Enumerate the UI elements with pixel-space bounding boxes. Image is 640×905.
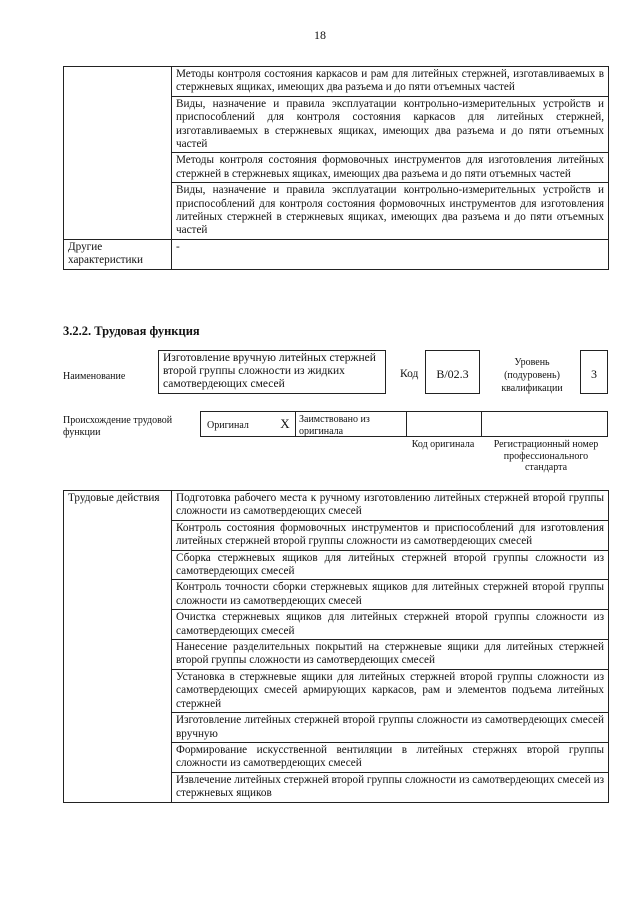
code-box: B/02.3 <box>425 350 480 394</box>
divider <box>406 411 407 437</box>
table-row <box>64 183 609 240</box>
original-mark: X <box>280 416 290 431</box>
labor-actions-label: Трудовые действия <box>64 491 172 803</box>
origin-box <box>200 411 608 437</box>
row-label <box>64 96 172 153</box>
function-name-box: Изготовление вручную литейных стержней второй группы сложности из жидких самотвердеющих смесей <box>158 350 386 394</box>
table-row <box>64 153 609 183</box>
origin-label: Происхождение трудовой функции <box>63 415 173 438</box>
row-text: Виды, назначение и правила эксплуатации контрольно-измерительных устройств и приспособлений для контроля состояния формовочных инструментов для изготовления литейных стержней в стержневых ящиках, имеющих два разъема и до пяти отъемных частей <box>172 183 609 240</box>
row-label <box>64 67 172 97</box>
registration-number-caption: Регистрационный номер профессионального стандарта <box>493 439 599 473</box>
action-item: Извлечение литейных стержней второй группы сложности из самотвердеющих смесей из стержневых ящиков <box>172 772 609 802</box>
action-item: Очистка стержневых ящиков для литейных стержней второй группы сложности из самотвердеющих смесей <box>172 610 609 640</box>
action-item: Установка в стержневые ящики для литейных стержней второй группы сложности из самотвердеющих смесей армирующих каркасов, рам и элементов подъема литейных стержней <box>172 669 609 712</box>
level-label: Уровень (подуровень) квалификации <box>501 357 563 394</box>
action-item: Подготовка рабочего места к ручному изготовлению литейных стержней второй группы сложности из самотвердеющих смесей <box>172 491 609 521</box>
labor-actions-table <box>63 490 609 803</box>
page-number: 18 <box>314 28 326 42</box>
name-label: Наименование <box>63 371 126 382</box>
action-item: Контроль состояния формовочных инструментов и приспособлений для изготовления литейных стержней второй группы сложности из самотвердеющих смесей <box>172 520 609 550</box>
row-text: Методы контроля состояния формовочных инструментов для изготовления литейных стержней в стержневых ящиках, имеющих два разъема и до пяти отъемных частей <box>172 153 609 183</box>
original-label: Оригинал <box>207 420 249 431</box>
divider <box>295 411 296 437</box>
table-row <box>64 491 609 521</box>
level-box: 3 <box>580 350 608 394</box>
row-text: Методы контроля состояния каркасов и рам для литейных стержней, изготавливаемых в стержневых ящиках, имеющих два разъема и до пяти отъемных частей <box>172 67 609 97</box>
table-row <box>64 239 609 269</box>
action-item: Сборка стержневых ящиков для литейных стержней второй группы сложности из самотвердеющих смесей <box>172 550 609 580</box>
row-label <box>64 183 172 240</box>
borrowed-label: Заимствовано из оригинала <box>299 414 370 437</box>
action-item: Нанесение разделительных покрытий на стержневые ящики для литейных стержней второй группы сложности из самотвердеющих смесей <box>172 640 609 670</box>
knowledge-table <box>63 66 609 270</box>
table-row <box>64 67 609 97</box>
divider <box>481 411 482 437</box>
row-text: Виды, назначение и правила эксплуатации контрольно-измерительных устройств и приспособлений для контроля состояния каркасов для литейных стержней, изготавливаемых в стержневых ящиках, имеющих два разъема и до пяти отъемных частей <box>172 96 609 153</box>
action-item: Формирование искусственной вентиляции в литейных стержнях второй группы сложности из самотвердеющих смесей <box>172 742 609 772</box>
code-original-caption: Код оригинала <box>411 439 475 450</box>
action-item: Контроль точности сборки стержневых ящиков для литейных стержней второй группы сложности из самотвердеющих смесей <box>172 580 609 610</box>
code-label: Код <box>400 368 419 380</box>
section-title: 3.2.2. Трудовая функция <box>63 324 200 338</box>
other-characteristics-value: - <box>172 239 609 269</box>
action-item: Изготовление литейных стержней второй группы сложности из самотвердеющих смесей вручную <box>172 713 609 743</box>
table-row <box>64 96 609 153</box>
row-label <box>64 153 172 183</box>
other-characteristics-label: Другие характеристики <box>64 239 172 269</box>
